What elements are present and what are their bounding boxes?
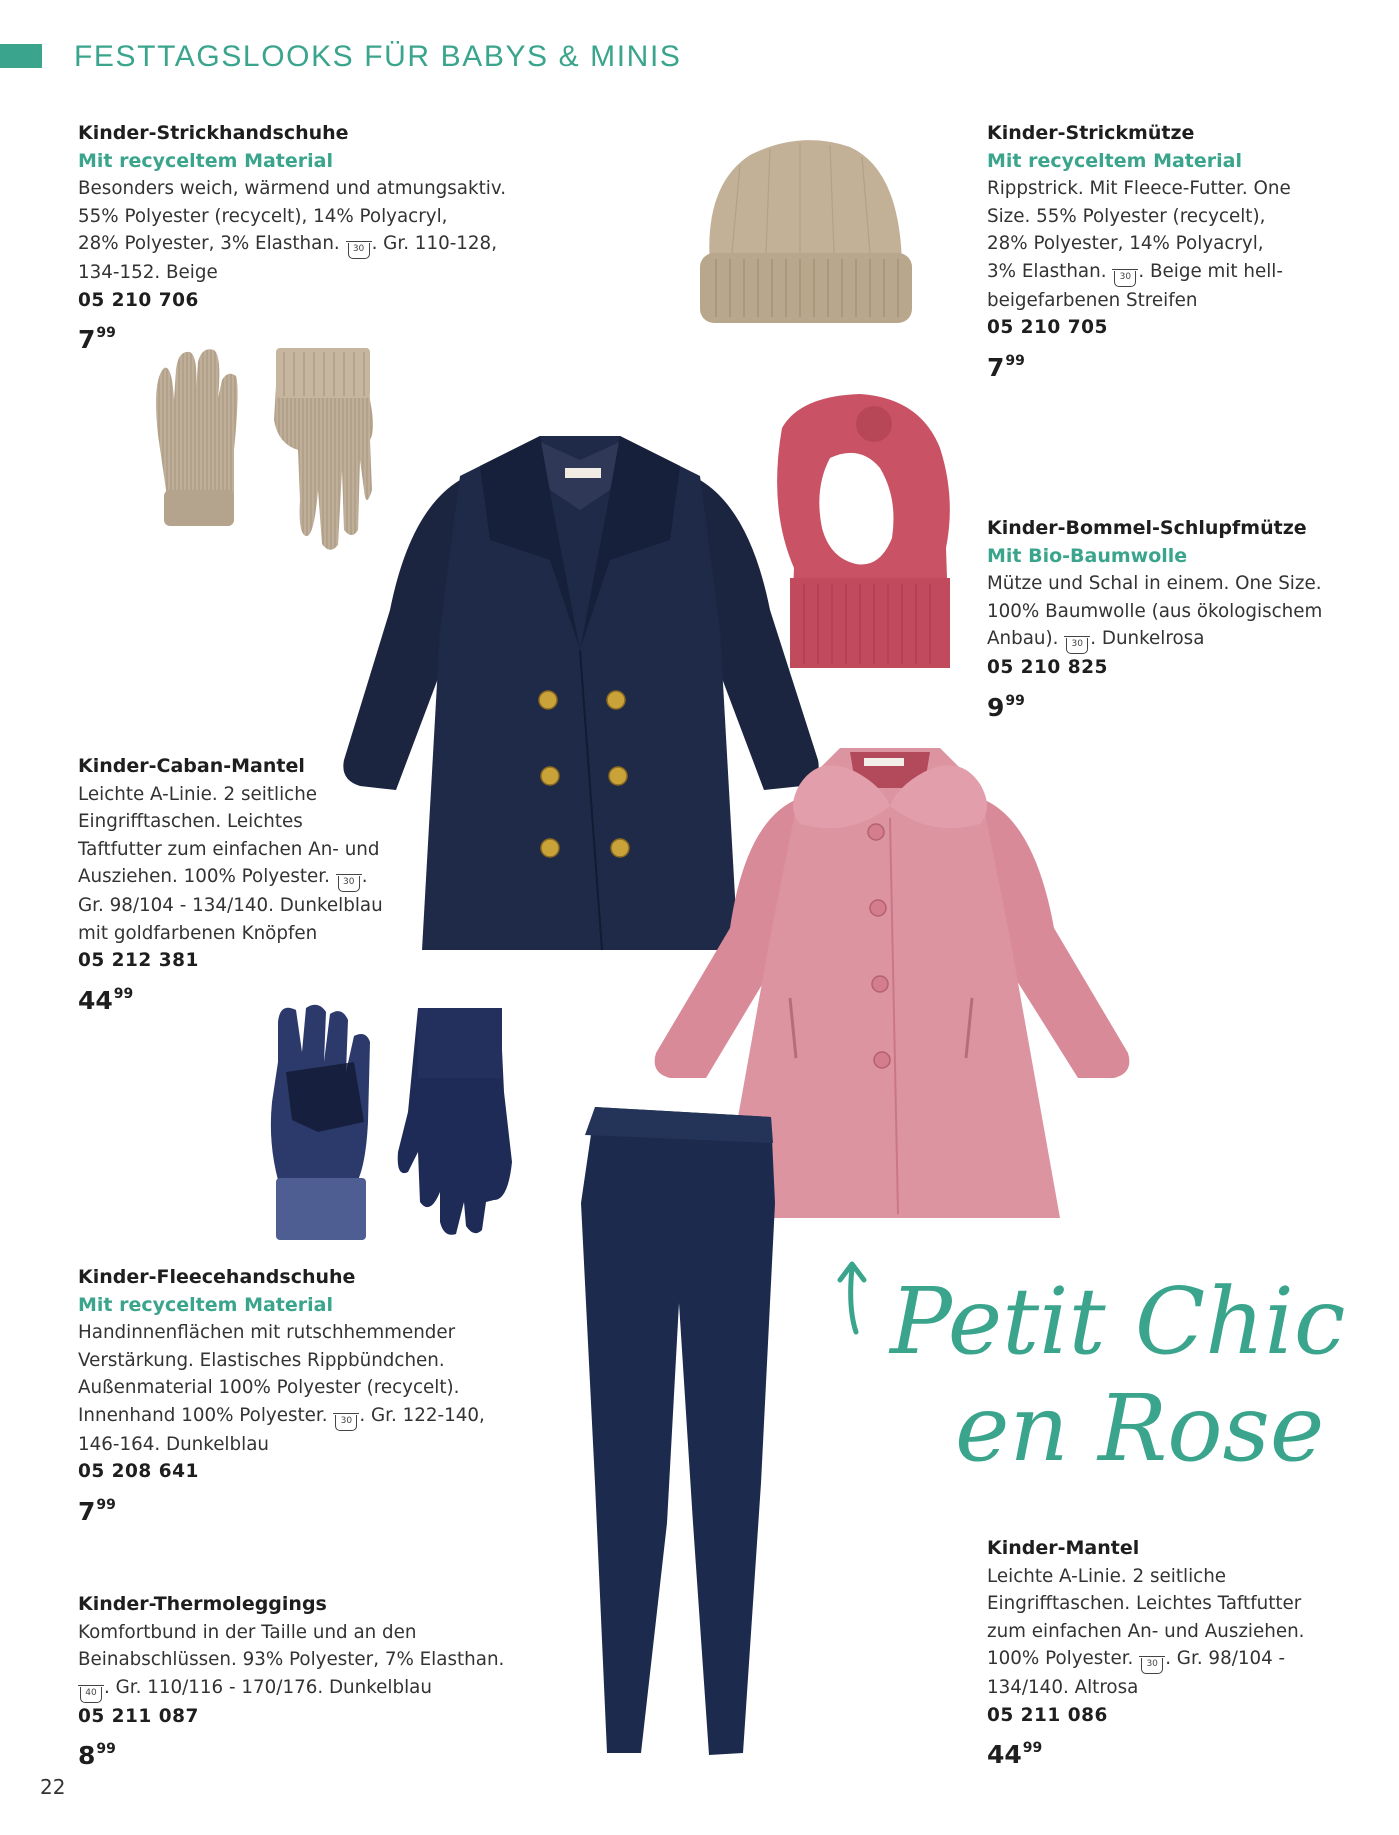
product-description: Leichte A-Linie. 2 seitliche Eingrifftaschen. Leichtes Taftfutter zum einfachen An- und Ausziehen. 100% Polyester. 30 . Gr. 98/104 - 134/140. Altrosa — [987, 1565, 1305, 1698]
product-description: Besonders weich, wärmend und atmungsaktiv. 55% Polyester (recycelt), 14% Polyacryl, 28% Polyester, 3% Elasthan. 30 . Gr. 110-128, 134-152. Beige — [78, 178, 507, 283]
product-knit-gloves — [78, 120, 518, 354]
product-name: Kinder-Strickhandschuhe — [78, 122, 349, 144]
product-price: $7^{99}$ — [78, 1496, 116, 1526]
product-pompom-balaclava — [987, 515, 1367, 721]
product-feature: Mit recyceltem Material — [78, 1293, 333, 1316]
product-price: $8^{99}$ — [78, 1741, 116, 1770]
product-name: Kinder-Thermoleggings — [78, 1593, 327, 1615]
product-name: Kinder-Strickmütze — [987, 122, 1195, 144]
article-number: 05 211 087 — [78, 1705, 199, 1727]
product-feature: Mit Bio-Baumwolle — [987, 544, 1188, 567]
product-price: $7^{99}$ — [987, 352, 1025, 382]
page-number: 22 — [40, 1775, 66, 1799]
product-name: Kinder-Bommel-Schlupfmütze — [987, 517, 1307, 539]
article-number: 05 210 705 — [987, 317, 1108, 338]
product-pink-coat — [987, 1535, 1367, 1769]
product-description: Leichte A-Linie. 2 seitliche Eingrifftaschen. Leichtes Taftfutter zum einfachen An- und Ausziehen. 100% Polyester. 30 . Gr. 98/104 - 134/140. Dunkelblau mit goldfarbenen Knöpfen — [78, 783, 383, 944]
script-headline-line1: Petit Chic — [890, 1268, 1346, 1375]
product-price: $7^{99}$ — [78, 325, 116, 354]
wash-30-icon: 30 — [1066, 638, 1088, 654]
article-number: 05 210 825 — [987, 657, 1108, 678]
product-description: Komfortbund in der Taille und an den Beinabschlüssen. 93% Polyester, 7% Elasthan. 40 . Gr. 110/116 - 170/176. Dunkelblau — [78, 1619, 558, 1703]
product-caban-coat — [78, 753, 398, 1014]
article-number: 05 211 086 — [987, 1704, 1108, 1726]
product-price: $44^{99}$ — [987, 1740, 1043, 1769]
product-description: Mütze und Schal in einem. One Size. 100% Baumwolle (aus ökologischem Anbau). 30 . Dunkelrosa — [987, 570, 1367, 654]
wash-30-icon: 30 — [338, 876, 360, 892]
product-price: $9^{99}$ — [987, 692, 1025, 722]
beige-knit-hat-image — [680, 125, 930, 345]
product-thermo-leggings — [78, 1591, 558, 1770]
product-feature: Mit recyceltem Material — [987, 149, 1242, 172]
wash-30-icon: 30 — [1141, 1658, 1163, 1674]
article-number: 05 212 381 — [78, 950, 199, 971]
wash-30-icon: 30 — [1114, 271, 1136, 287]
article-number: 05 210 706 — [78, 289, 199, 311]
article-number: 05 208 641 — [78, 1461, 199, 1482]
product-price: $44^{99}$ — [78, 985, 134, 1015]
wash-30-icon: 30 — [348, 243, 370, 259]
product-name: Kinder-Caban-Mantel — [78, 755, 305, 777]
wash-30-icon: 30 — [335, 1415, 357, 1431]
product-description: Rippstrick. Mit Fleece-Futter. One Size. 55% Polyester (recycelt), 28% Polyester, 14% Polyacryl, 3% Elasthan. 30 . Beige mit hell- beigefarbenen Streifen — [987, 178, 1291, 311]
wash-40-icon: 40 — [80, 1687, 102, 1703]
product-name: Kinder-Mantel — [987, 1537, 1140, 1559]
navy-leggings-image — [575, 1103, 785, 1763]
product-fleece-gloves — [78, 1264, 538, 1525]
product-knit-hat — [987, 120, 1347, 381]
product-description: Handinnenflächen mit rutschhemmender Verstärkung. Elastisches Rippbündchen. Außenmaterial 100% Polyester (recycelt). Innenhand 100% Polyester. 30 . Gr. 122-140, 146-164. Dunkelblau — [78, 1322, 485, 1455]
page-title: FESTTAGSLOOKS FÜR BABYS & MINIS — [74, 40, 682, 73]
product-feature: Mit recyceltem Material — [78, 149, 333, 172]
header-accent-bar — [0, 44, 42, 68]
script-headline-line2: en Rose — [955, 1375, 1325, 1482]
product-name: Kinder-Fleecehandschuhe — [78, 1266, 356, 1288]
navy-fleece-gloves-image — [268, 1002, 518, 1242]
arrow-up-icon — [834, 1258, 874, 1338]
